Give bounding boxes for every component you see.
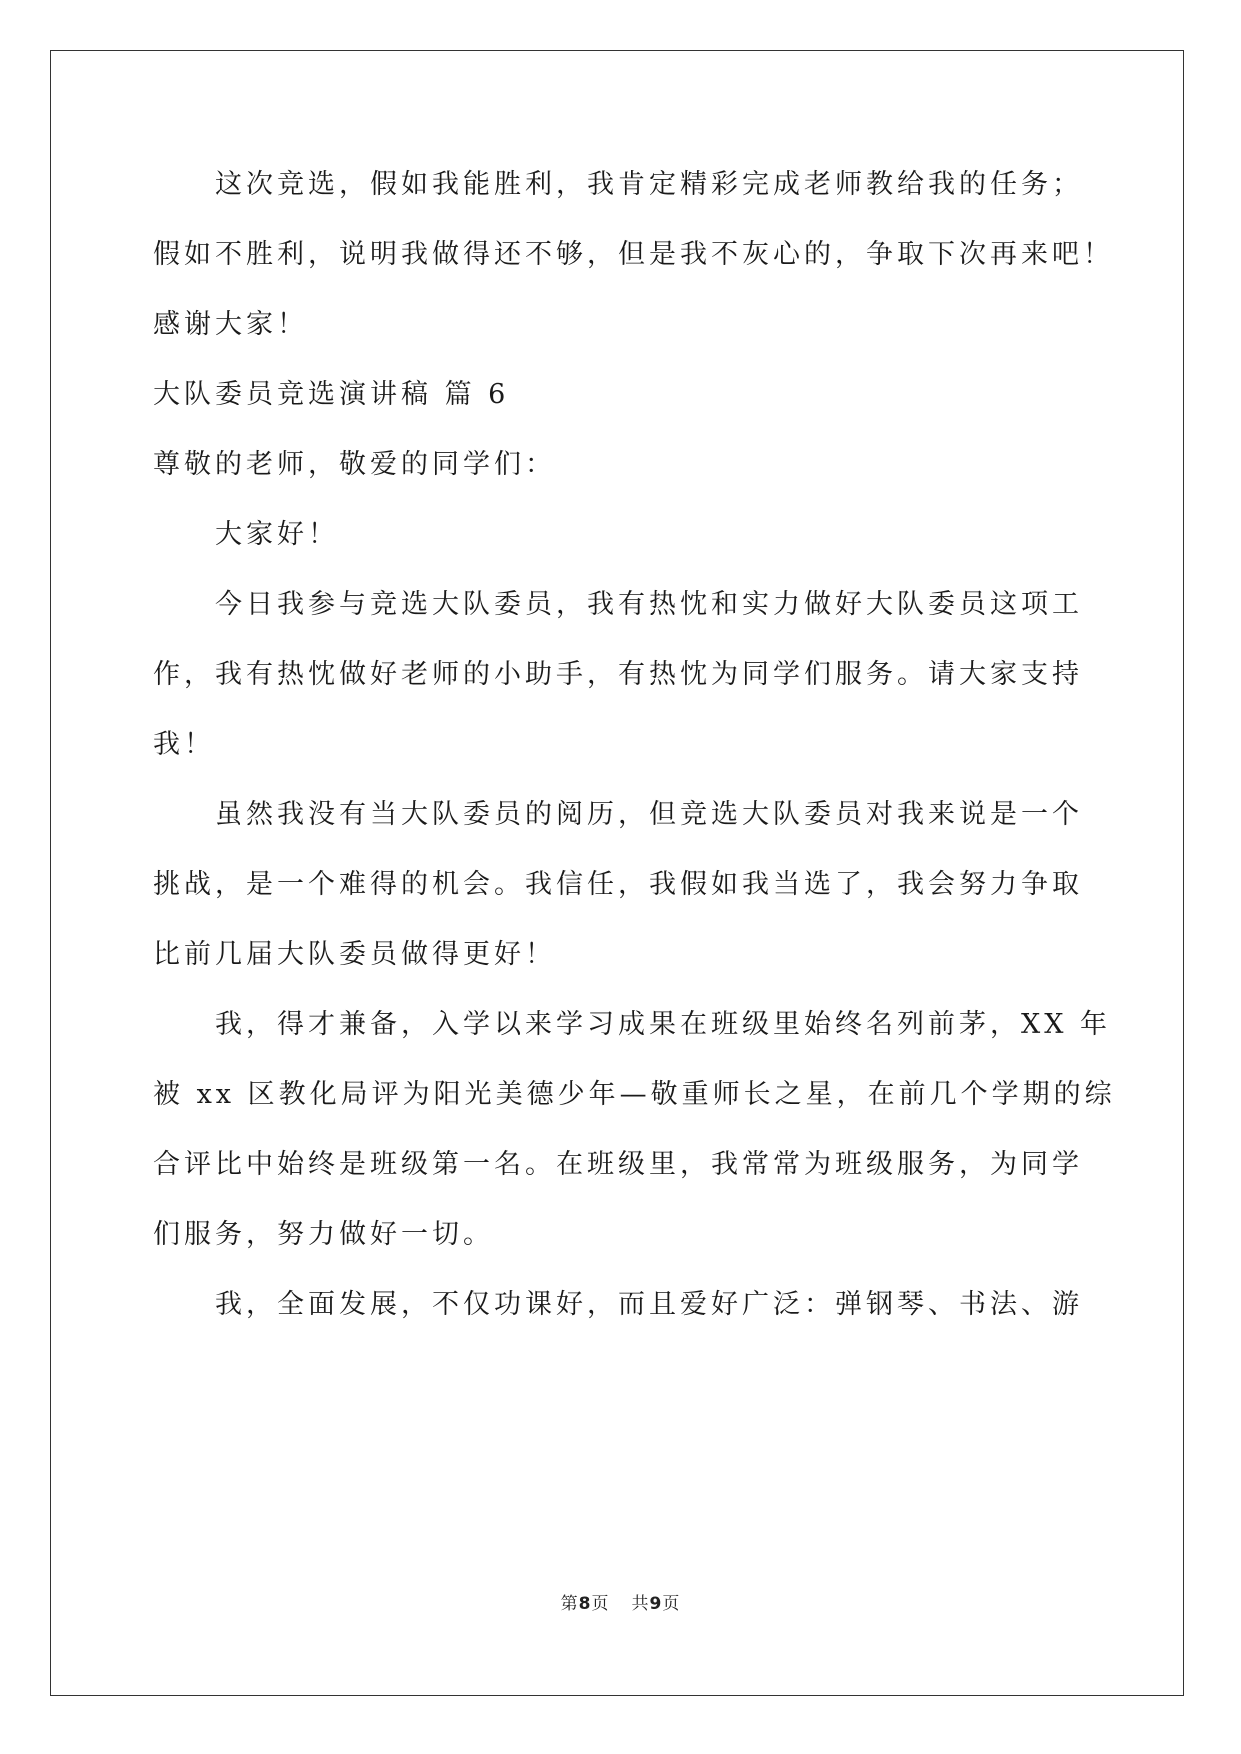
page-total: 9 — [649, 1594, 663, 1614]
paragraph-line: 感谢大家！ — [153, 309, 308, 340]
section-heading: 大队委员竞选演讲稿 篇 6 — [153, 379, 510, 410]
paragraph-line: 们服务，努力做好一切。 — [153, 1219, 494, 1250]
paragraph-line: 我，全面发展，不仅功课好，而且爱好广泛：弹钢琴、书法、游 — [215, 1289, 1083, 1320]
page-current: 8 — [578, 1594, 592, 1614]
paragraph-line: 虽然我没有当大队委员的阅历，但竞选大队委员对我来说是一个 — [215, 799, 1083, 830]
total-suffix: 页 — [662, 1594, 681, 1614]
paragraph-line: 这次竞选，假如我能胜利，我肯定精彩完成老师教给我的任务； — [215, 169, 1083, 200]
paragraph-line: 比前几届大队委员做得更好！ — [153, 939, 556, 970]
paragraph-line: 挑战，是一个难得的机会。我信任，我假如我当选了，我会努力争取 — [153, 869, 1083, 900]
salutation: 尊敬的老师，敬爱的同学们： — [153, 449, 556, 480]
paragraph-line: 我！ — [153, 729, 215, 760]
paragraph-line: 我，得才兼备，入学以来学习成果在班级里始终名列前茅，XX 年 — [215, 1009, 1112, 1040]
paragraph-line: 作，我有热忱做好老师的小助手，有热忱为同学们服务。请大家支持 — [153, 659, 1083, 690]
total-prefix: 共 — [631, 1594, 650, 1614]
page-prefix: 第 — [560, 1594, 579, 1614]
page-suffix: 页 — [591, 1594, 610, 1614]
paragraph-line: 被 xx 区教化局评为阳光美德少年—敬重师长之星，在前几个学期的综 — [153, 1079, 1116, 1110]
paragraph-line: 假如不胜利，说明我做得还不够，但是我不灰心的，争取下次再来吧！ — [153, 239, 1114, 270]
greeting: 大家好！ — [215, 519, 339, 550]
page-footer — [0, 1589, 1241, 1614]
paragraph-line: 合评比中始终是班级第一名。在班级里，我常常为班级服务，为同学 — [153, 1149, 1083, 1180]
paragraph-line: 今日我参与竞选大队委员，我有热忱和实力做好大队委员这项工 — [215, 589, 1083, 620]
